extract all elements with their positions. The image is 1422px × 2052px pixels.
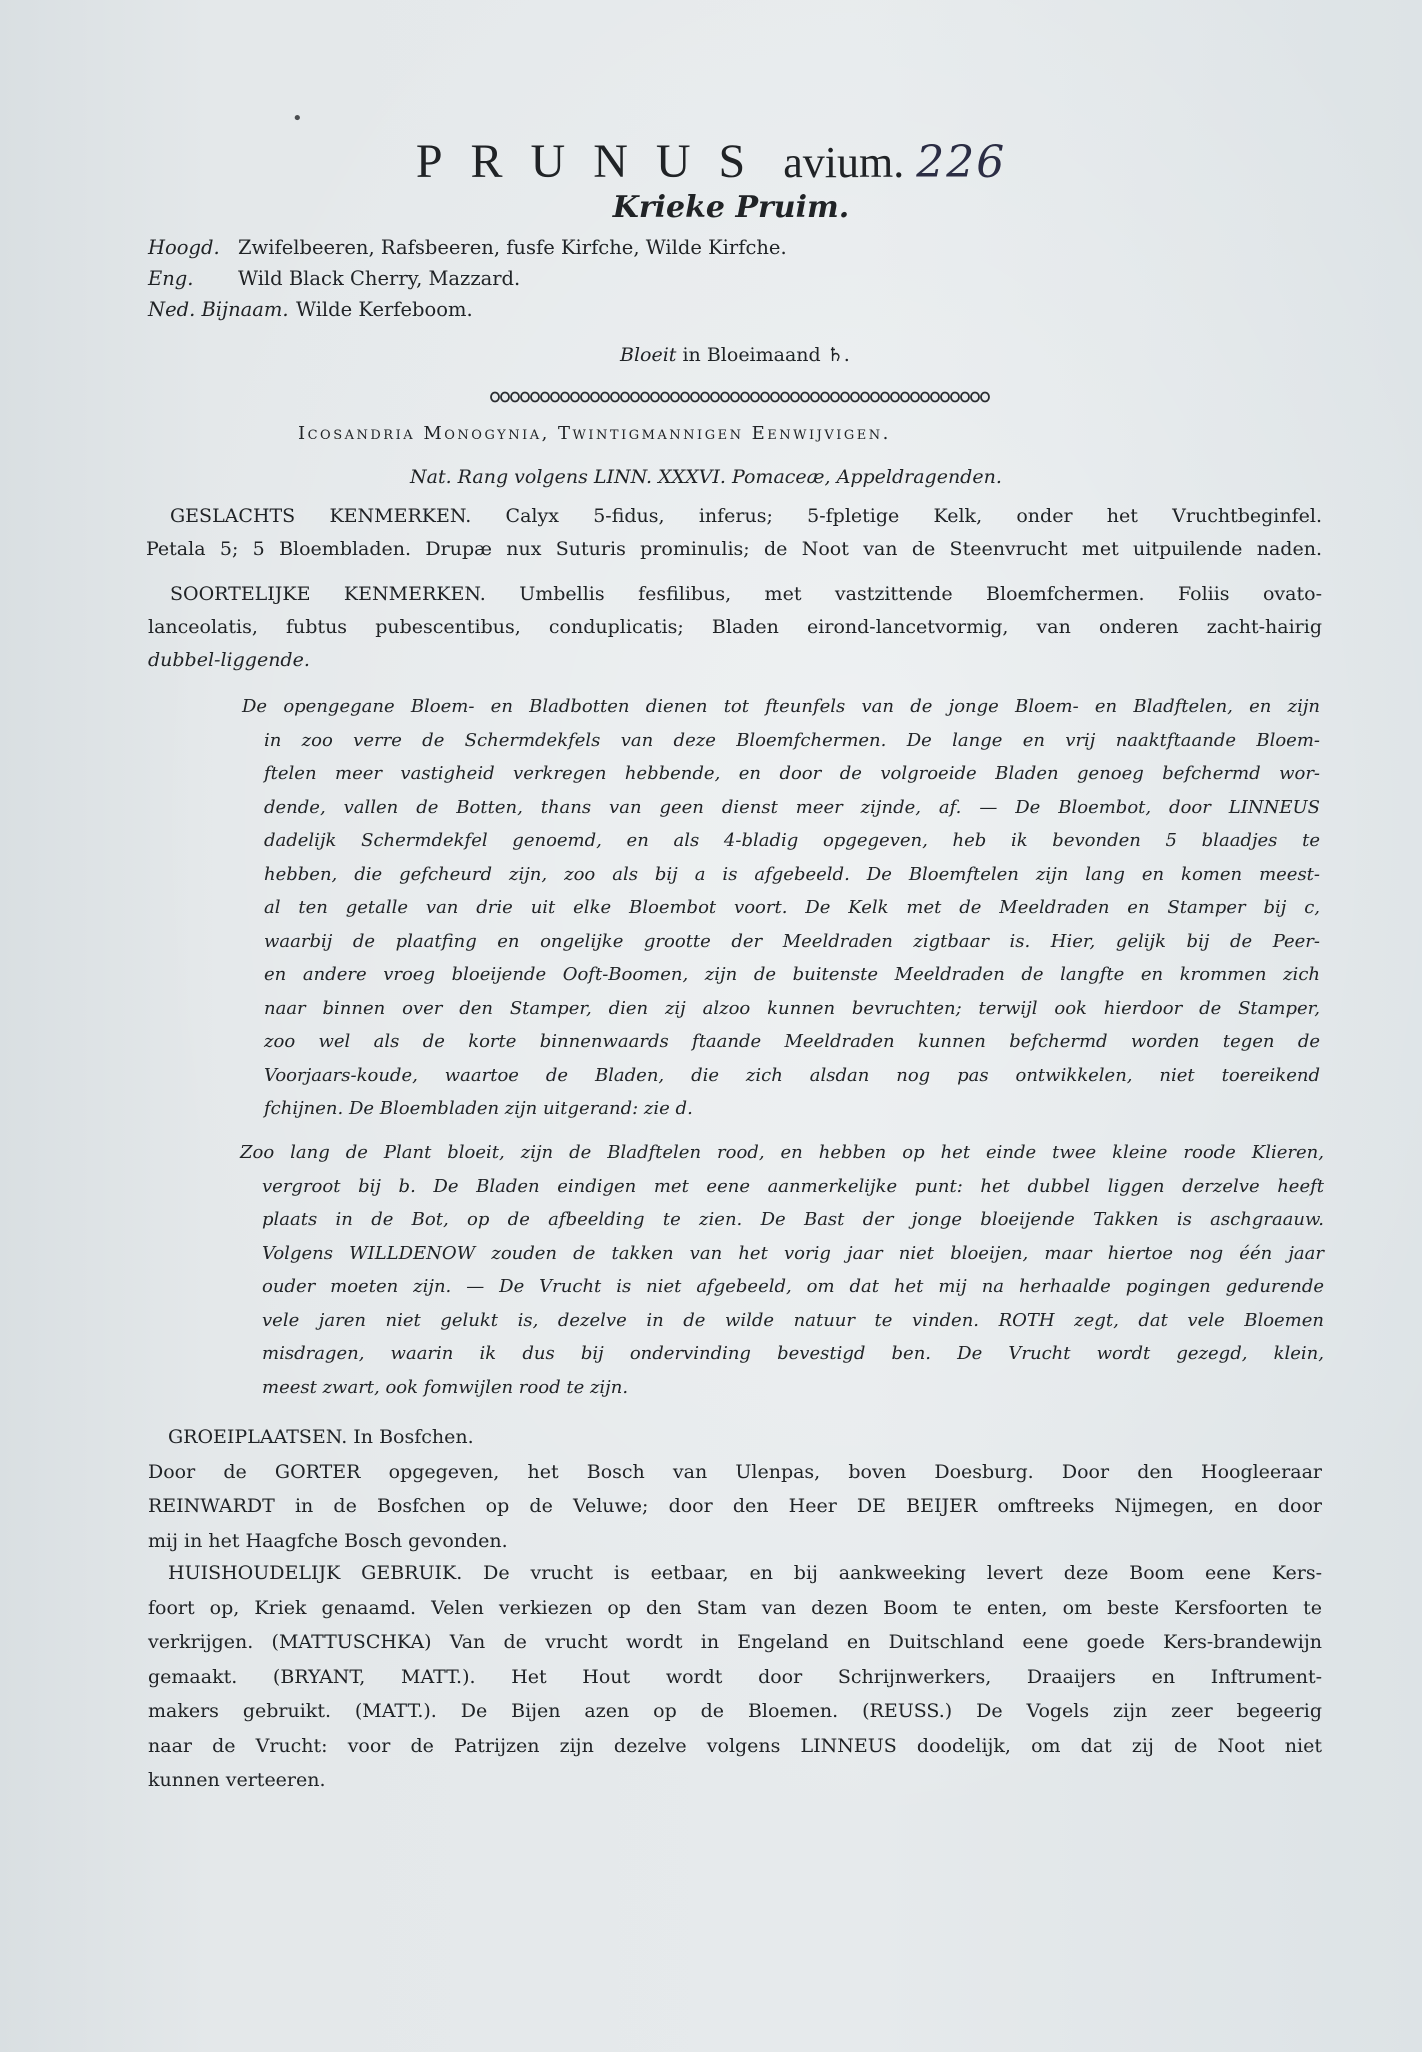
text-line: waarbij de plaatfing en ongelijke grootte der Meeldraden zigtbaar is. Hier, gelijk bij de Peer-	[264, 930, 1320, 952]
text-line: misdragen, waarin ik dus bij ondervinding bevestigd ben. De Vrucht wordt gezegd, klein,	[262, 1343, 1324, 1364]
text-line: makers gebruikt. (MATT.). De Bijen azen op de Bloemen. (REUSS.) De Vogels zijn zeer begeerig	[148, 1700, 1322, 1722]
text-line: ftelen meer vastigheid verkregen hebbende, en door de volgroeide Bladen genoeg befchermd wor-	[264, 763, 1320, 784]
text-line: vergroot bij b. De Bladen eindigen met eene aanmerkelijke punt: het dubbel liggen derzelve heeft	[262, 1175, 1324, 1197]
text-line: HUISHOUDELIJK GEBRUIK. De vrucht is eetbaar, en bij aankweeking levert deze Boom eene Kers-	[168, 1562, 1322, 1584]
flowering-time	[620, 344, 850, 366]
title-block	[0, 130, 1422, 195]
text-line: ouder moeten zijn. — De Vrucht is niet afgebeeld, om dat het mij na herhaalde pogingen gedurende	[262, 1276, 1324, 1297]
text-line: fchijnen. De Bloembladen zijn uitgerand: zie d.	[264, 1098, 693, 1119]
text-line: foort op, Kriek genaamd. Velen verkiezen op den Stam van dezen Boom te enten, om beste Kersfoorten te	[148, 1596, 1322, 1619]
ornamental-rule	[490, 390, 990, 404]
flowering-text: in Bloeimaand	[682, 344, 821, 366]
description-paragraph-1	[242, 690, 1320, 1126]
text-line: meest zwart, ook fomwijlen rood te zijn.	[262, 1376, 629, 1398]
text-line: gemaakt. (BRYANT, MATT.). Het Hout wordt door Schrijnwerkers, Draaijers en Inftrument-	[148, 1665, 1322, 1688]
saturn-symbol: ♄.	[826, 344, 850, 366]
text-line: dubbel-liggende.	[148, 649, 310, 671]
text-line: verkrijgen. (MATTUSCHKA) Van de vrucht wordt in Engeland en Duitschland eene goede Kers-brandewijn	[148, 1631, 1322, 1653]
vernacular-names	[148, 232, 1328, 325]
text-line: Volgens WILLDENOW zouden de takken van het vorig jaar niet bloeijen, maar hiertoe nog één jaar	[262, 1242, 1324, 1264]
text-line: De opengegane Bloem- en Bladbotten dienen tot fteunfels van de jonge Bloem- en Bladftelen, en zijn	[242, 696, 1320, 717]
name-label: Ned. Bijnaam.	[148, 298, 289, 321]
text-line: hebben, die gefcheurd zijn, zoo als bij a is afgebeeld. De Bloemftelen zijn lang en komen meest-	[264, 863, 1320, 885]
handwritten-page-number: 226	[916, 137, 1007, 188]
text-line: vele jaren niet gelukt is, dezelve in de wilde natuur te vinden. ROTH zegt, dat vele Bloemen	[262, 1309, 1324, 1331]
text-line: zoo wel als de korte binnenwaards ftaande Meeldraden kunnen befchermd worden tegen de	[264, 1031, 1320, 1052]
description-paragraph-2	[240, 1136, 1324, 1404]
class-line	[298, 418, 1198, 449]
genus-name: PRUNUS	[415, 135, 774, 188]
text-line: plaats in de Bot, op de afbeelding te zien. De Bast der jonge bloeijende Takken is aschgraauw.	[262, 1209, 1324, 1230]
text-line: SOORTELIJKE KENMERKEN. Umbellis fesfilibus, met vastzittende Bloemfchermen. Foliis ovato-	[170, 583, 1322, 605]
margin-mark: •	[292, 108, 303, 129]
ornament-chain-icon	[490, 390, 990, 404]
natural-order: Nat. Rang volgens LINN. XXXVI. Pomaceæ, Appeldragenden.	[410, 466, 1002, 488]
habitat-heading: GROEIPLAATSEN. In Bosfchen.	[168, 1426, 474, 1448]
order-line	[410, 462, 1210, 493]
name-row-hoogd	[148, 232, 1328, 263]
text-line: naar binnen over den Stamper, dien zij alzoo kunnen bevruchten; terwijl ook hierdoor de Stamper,	[264, 997, 1320, 1019]
text-line: in zoo verre de Schermdekfels van deze Bloemfchermen. De lange en vrij naaktftaande Bloem-	[264, 729, 1320, 751]
page-title	[0, 130, 1422, 195]
text-line: naar de Vrucht: voor de Patrijzen zijn dezelve volgens LINNEUS doodelijk, om dat zij de Noot niet	[148, 1734, 1322, 1757]
habitat-section	[148, 1420, 1322, 1558]
name-text: Zwifelbeeren, Rafsbeeren, fusfe Kirfche, Wilde Kirfche.	[238, 236, 787, 259]
name-label: Eng.	[148, 267, 194, 290]
name-text: Wild Black Cherry, Mazzard.	[238, 267, 521, 290]
common-name: Krieke Pruim.	[612, 190, 850, 225]
text-line: lanceolatis, fubtus pubescentibus, conduplicatis; Bladen eirond-lancetvormig, van onderen zacht-hairig	[148, 616, 1322, 638]
text-line: mij in het Haagfche Bosch gevonden.	[148, 1529, 508, 1552]
name-label: Hoogd.	[148, 236, 220, 259]
name-text: Wilde Kerfeboom.	[296, 298, 473, 321]
flowering-prefix: Bloeit	[620, 344, 677, 366]
text-line: kunnen verteeren.	[148, 1769, 326, 1791]
text-line: en andere vroeg bloeijende Ooft-Boomen, zijn de buitenste Meeldraden de langfte en krommen zich	[264, 964, 1320, 985]
genus-characters	[146, 500, 1322, 566]
name-row-eng	[148, 263, 1328, 294]
text-line: GESLACHTS KENMERKEN. Calyx 5-fidus, inferus; 5-fpletige Kelk, onder het Vruchtbeginfel.	[170, 505, 1322, 527]
text-line: dende, vallen de Botten, thans van geen dienst meer zijnde, af. — De Bloembot, door LINNEUS	[264, 796, 1320, 818]
text-line: Petala 5; 5 Bloembladen. Drupæ nux Suturis prominulis; de Noot van de Steenvrucht met uitpuilende naden.	[146, 538, 1322, 560]
household-use-section	[148, 1556, 1322, 1798]
text-line: Zoo lang de Plant bloeit, zijn de Bladftelen rood, en hebben op het einde twee kleine roode Klieren,	[240, 1142, 1324, 1163]
name-row-ned	[148, 294, 1328, 325]
species-name: avium.	[783, 138, 905, 187]
linnaean-class: Icosandria Monogynia, Twintigmannigen Eenwijvigen.	[298, 423, 891, 444]
text-line: REINWARDT in de Bosfchen op de Veluwe; door den Heer DE BEIJER omftreeks Nijmegen, en door	[148, 1495, 1322, 1517]
text-line: Door de GORTER opgegeven, het Bosch van Ulenpas, boven Doesburg. Door den Hoogleeraar	[148, 1460, 1322, 1483]
text-line: Voorjaars-koude, waartoe de Bladen, die zich alsdan nog pas ontwikkelen, niet toereikend	[264, 1064, 1320, 1086]
text-line: al ten getalle van drie uit elke Bloembot voort. De Kelk met de Meeldraden en Stamper bij c,	[264, 897, 1320, 918]
species-characters	[148, 578, 1322, 677]
text-line: dadelijk Schermdekfel genoemd, en als 4-bladig opgegeven, heb ik bevonden 5 blaadjes te	[264, 830, 1320, 851]
